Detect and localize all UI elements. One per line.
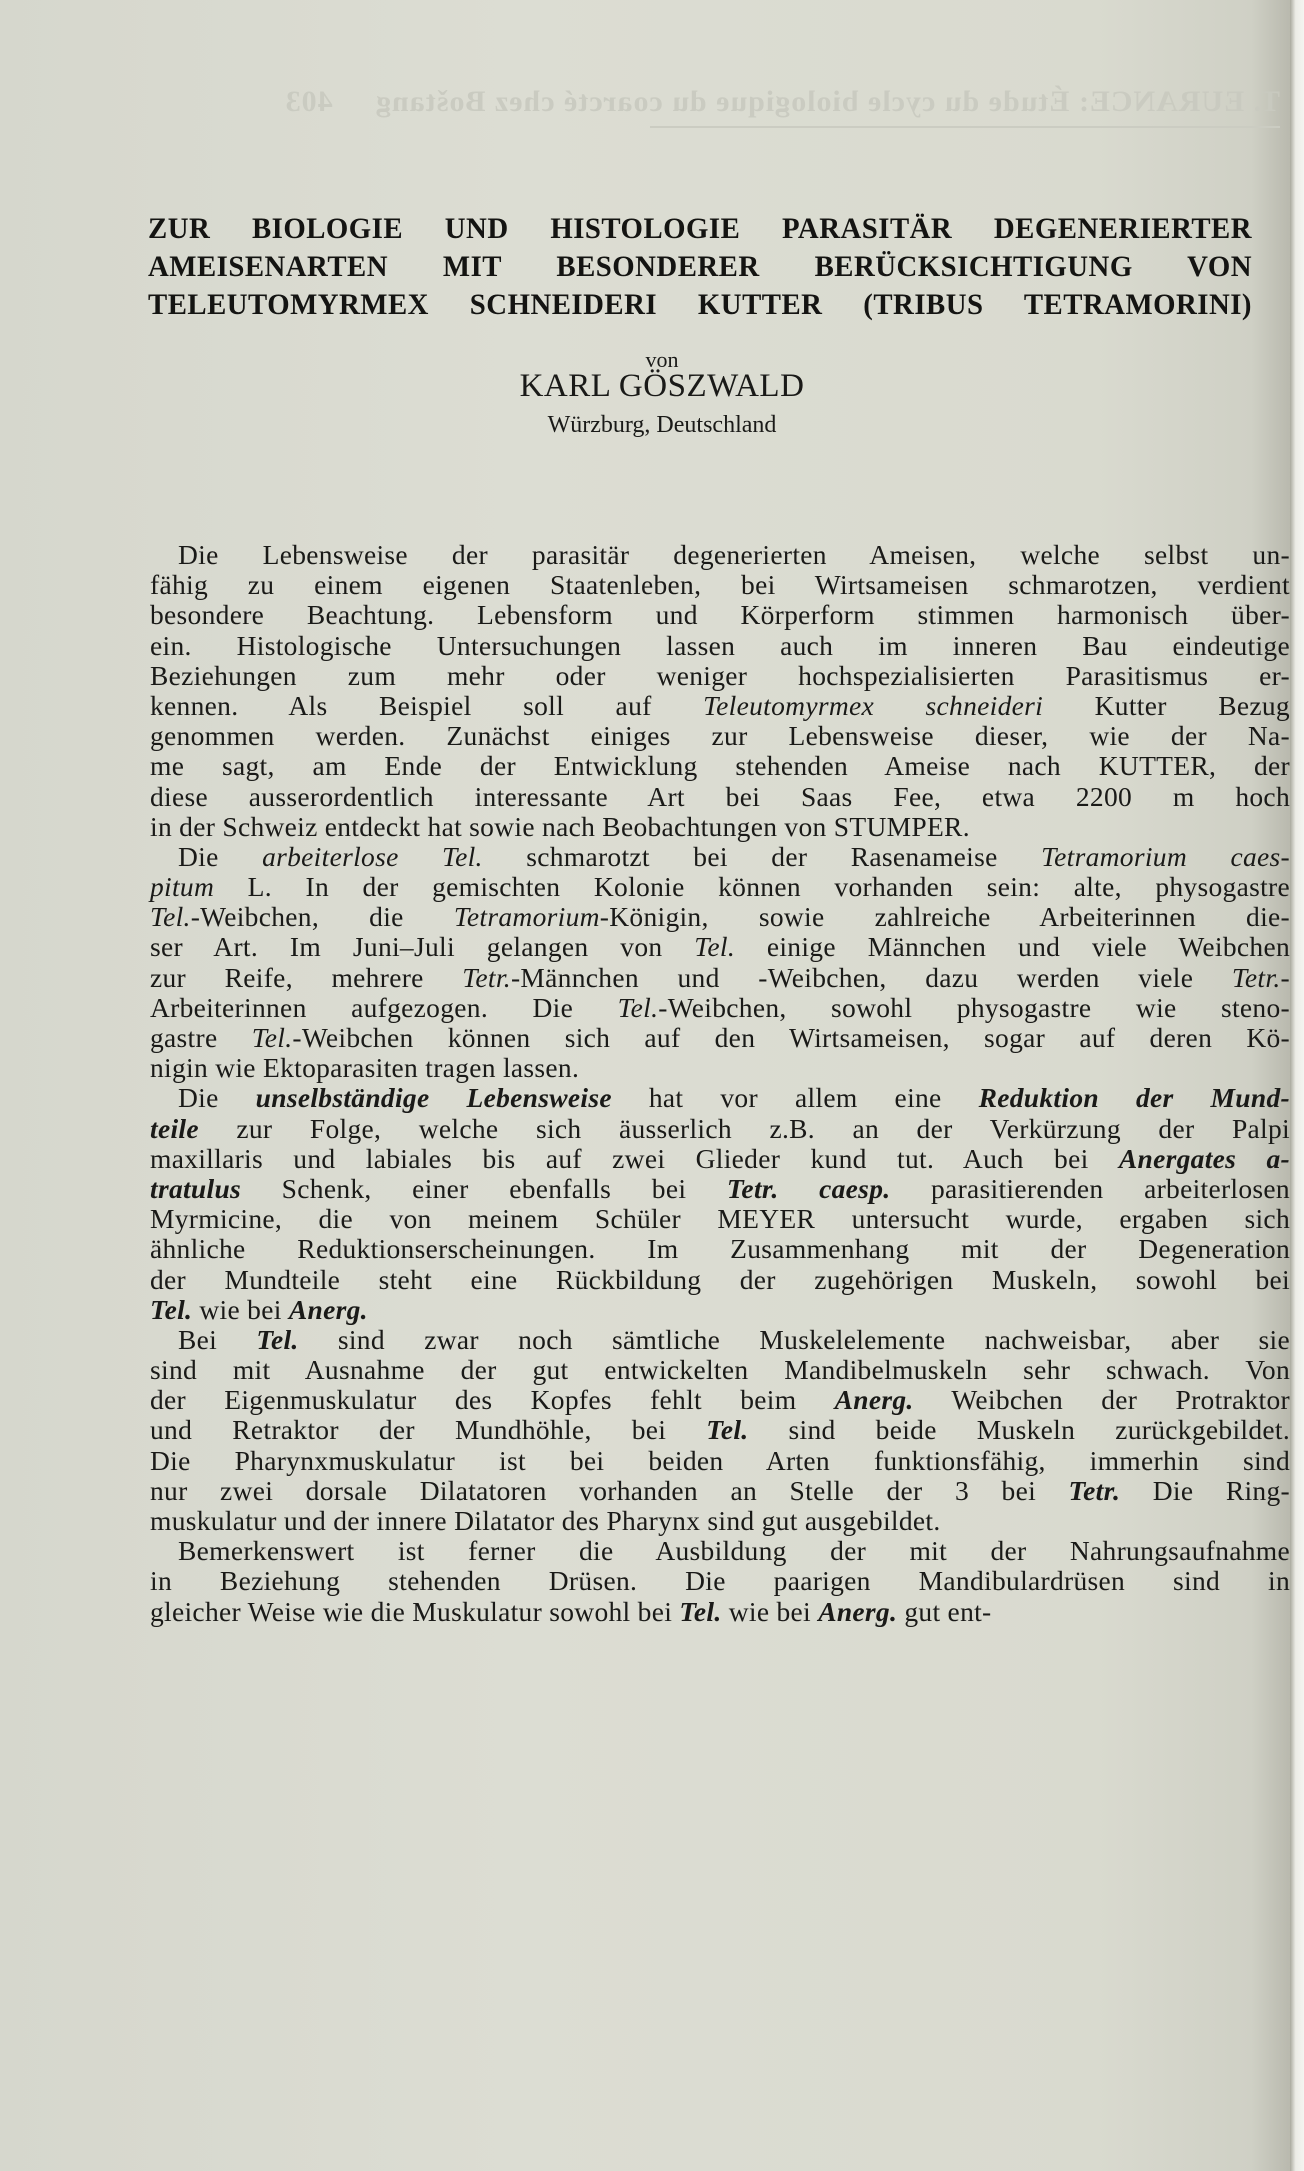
text-run: muskulatur und der innere Dilatator des Pharynx sind gut ausgebildet. xyxy=(150,1505,941,1536)
text-run: Bemerkenswert ist ferner die Ausbildung der mit der Nahrungsaufnahme xyxy=(178,1535,1290,1567)
text-run: ähnliche Reduktionserscheinungen. Im Zusammenhang mit der Degeneration xyxy=(150,1233,1290,1265)
paragraph xyxy=(150,1325,1290,1536)
text-run: schmarotzt bei der Rasenameise xyxy=(482,840,1042,872)
text-run: nur zwei dorsale Dilatatoren vorhanden an Stelle der 3 bei xyxy=(150,1474,1069,1506)
emphasized-text: Reduktion der Mund- xyxy=(978,1082,1291,1114)
emphasized-text: Tetr. caesp. xyxy=(726,1172,891,1204)
text-run: -Weibchen, sowohl physogastre wie steno- xyxy=(658,991,1290,1023)
text-run: Kutter Bezug xyxy=(1043,689,1290,721)
text-run: diese ausserordentlich interessante Art bei Saas Fee, etwa 2200 m hoch xyxy=(150,780,1290,812)
author-affiliation: Würzburg, Deutschland xyxy=(547,412,777,438)
text-run: - xyxy=(1280,961,1290,993)
paragraph xyxy=(150,1536,1290,1627)
text-run: Beziehungen zum mehr oder weniger hochspezialisierten Parasitismus er- xyxy=(150,659,1290,691)
text-run: Die Lebensweise der parasitär degenerierten Ameisen, welche selbst un- xyxy=(178,539,1290,570)
text-line xyxy=(150,993,1290,1023)
paragraph xyxy=(150,1083,1290,1325)
text-line xyxy=(150,1023,1290,1053)
byline-von: von xyxy=(645,347,679,372)
emphasized-text: Tetramorium xyxy=(453,901,600,933)
text-run: gastre xyxy=(150,1022,252,1053)
text-line xyxy=(150,963,1290,993)
text-line xyxy=(150,932,1290,962)
text-run: hat vor allem eine xyxy=(611,1082,979,1114)
text-run: der Mundteile steht eine Rückbildung der zugehörigen Muskeln, sowohl bei xyxy=(150,1263,1290,1295)
text-run: ser Art. Im Juni–Juli gelangen von xyxy=(150,931,695,963)
emphasized-text: arbeiterlose Tel. xyxy=(262,840,483,872)
emphasized-text: Anergates a- xyxy=(1118,1142,1290,1174)
text-line xyxy=(150,661,1290,691)
text-line xyxy=(150,1536,1290,1566)
text-line xyxy=(150,1053,1290,1083)
title-line: TELEUTOMYRMEX SCHNEIDERI KUTTER (TRIBUS TETRAMORINI) xyxy=(148,288,1252,321)
emphasized-text: Tetr. xyxy=(1068,1474,1121,1506)
paragraph xyxy=(150,540,1290,842)
text-line xyxy=(150,1114,1290,1144)
emphasized-text: pitum xyxy=(150,871,215,903)
emphasized-text: Tetr. xyxy=(1231,961,1281,993)
text-line xyxy=(150,1174,1290,1204)
text-line xyxy=(150,540,1290,570)
text-run: sind zwar noch sämtliche Muskelelemente nachweisbar, aber sie xyxy=(298,1323,1290,1355)
text-run: der Eigenmuskulatur des Kopfes fehlt beim xyxy=(150,1384,835,1416)
text-line xyxy=(150,1325,1290,1355)
emphasized-text: teile xyxy=(150,1112,199,1144)
emphasized-text: unselbständige Lebensweise xyxy=(255,1082,612,1114)
text-line xyxy=(150,751,1290,781)
text-run: besondere Beachtung. Lebensform und Körperform stimmen harmonisch über- xyxy=(150,599,1290,631)
text-run: zur Reife, mehrere xyxy=(150,961,463,993)
text-run: Bei xyxy=(178,1323,257,1355)
page-edge xyxy=(1290,0,1304,2171)
emphasized-text: Tel. xyxy=(617,991,659,1023)
emphasized-text: Anerg. xyxy=(288,1293,368,1325)
show-through-running-head xyxy=(284,85,1280,119)
text-run: sind beide Muskeln zurückgebildet. xyxy=(748,1414,1290,1446)
text-run: wie bei xyxy=(721,1595,819,1627)
text-line xyxy=(150,1415,1290,1445)
emphasized-text: Tel. xyxy=(150,1293,193,1325)
text-run: Myrmicine, die von meinem Schüler MEYER untersucht wurde, ergaben sich xyxy=(150,1203,1290,1235)
article-body xyxy=(150,540,1290,1627)
article-title xyxy=(148,210,1252,324)
text-run: gleicher Weise wie die Muskulatur sowohl bei xyxy=(150,1595,680,1627)
text-run: Arbeiterinnen aufgezogen. Die xyxy=(150,991,618,1023)
text-line xyxy=(150,1265,1290,1295)
text-run: Die xyxy=(178,1082,256,1114)
text-line xyxy=(150,1083,1290,1113)
text-run: wie bei xyxy=(192,1293,289,1325)
emphasized-text: Teleutomyrmex schneideri xyxy=(703,689,1044,721)
text-run: me sagt, am Ende der Entwicklung stehenden Ameise nach KUTTER, der xyxy=(150,750,1290,782)
emphasized-text: tratulus xyxy=(150,1172,242,1204)
title-line: ZUR BIOLOGIE UND HISTOLOGIE PARASITÄR DEGENERIERTER xyxy=(148,212,1252,245)
text-line xyxy=(150,1144,1290,1174)
emphasized-text: Tel. xyxy=(251,1022,293,1053)
text-line xyxy=(150,570,1290,600)
text-line xyxy=(150,600,1290,630)
text-run: maxillaris und labiales bis auf zwei Glieder kund tut. Auch bei xyxy=(150,1142,1119,1174)
text-run: ein. Histologische Untersuchungen lassen auch im inneren Bau eindeutige xyxy=(150,629,1290,661)
author-name: KARL GÖSZWALD xyxy=(519,368,805,404)
text-run: Die Pharynxmuskulatur ist bei beiden Arten funktionsfähig, immerhin sind xyxy=(150,1444,1290,1476)
emphasized-text: Tetr. xyxy=(462,961,511,993)
text-run: fähig zu einem eigenen Staatenleben, bei Wirtsameisen schmarotzen, verdient xyxy=(150,569,1290,601)
text-run: Die Ring- xyxy=(1120,1474,1290,1506)
text-run: nigin wie Ektoparasiten tragen lassen. xyxy=(150,1052,580,1084)
emphasized-text: Tel. xyxy=(256,1323,299,1355)
text-run: sind mit Ausnahme der gut entwickelten Mandibelmuskeln sehr schwach. Von xyxy=(150,1354,1290,1386)
text-run: -Weibchen können sich auf den Wirtsameisen, sogar auf deren Kö- xyxy=(292,1022,1290,1053)
emphasized-text: Tel. xyxy=(706,1414,749,1446)
text-line xyxy=(150,902,1290,932)
emphasized-text: Anerg. xyxy=(834,1384,914,1416)
text-line xyxy=(150,1506,1290,1536)
text-line xyxy=(150,1385,1290,1415)
text-run: genommen werden. Zunächst einiges zur Lebensweise dieser, wie der Na- xyxy=(150,720,1290,752)
text-line xyxy=(150,782,1290,812)
text-line xyxy=(150,812,1290,842)
text-run: kennen. Als Beispiel soll auf xyxy=(150,689,704,721)
text-line xyxy=(150,1476,1290,1506)
text-line xyxy=(150,1597,1290,1627)
text-line xyxy=(150,631,1290,661)
text-run: einige Männchen und viele Weibchen xyxy=(735,931,1290,963)
text-line xyxy=(150,1204,1290,1234)
text-line xyxy=(150,1295,1290,1325)
text-run: -Weibchen, die xyxy=(190,901,454,933)
paragraph xyxy=(150,842,1290,1084)
text-line xyxy=(150,1566,1290,1596)
emphasized-text: Tel. xyxy=(679,1595,722,1627)
text-run: Schenk, einer ebenfalls bei xyxy=(241,1172,727,1204)
text-run: parasitierenden arbeiterlosen xyxy=(890,1172,1290,1204)
text-run: in Beziehung stehenden Drüsen. Die paarigen Mandibulardrüsen sind in xyxy=(150,1565,1290,1597)
text-line xyxy=(150,842,1290,872)
text-run: zur Folge, welche sich äusserlich z.B. an der Verkürzung der Palpi xyxy=(198,1112,1290,1144)
text-run: gut ent- xyxy=(897,1595,992,1627)
text-line xyxy=(150,1446,1290,1476)
show-through-rule xyxy=(650,126,1280,128)
emphasized-text: Tel. xyxy=(150,901,191,933)
show-through-head-text: T. EURANCE: Étude du cycle biologique du coarcté chez Boštang xyxy=(375,85,1280,118)
text-line xyxy=(150,691,1290,721)
text-run: Die xyxy=(178,840,263,872)
text-run: -Männchen und -Weibchen, dazu werden viele xyxy=(510,961,1232,993)
text-line xyxy=(150,721,1290,751)
text-line xyxy=(150,1355,1290,1385)
text-run: in der Schweiz entdeckt hat sowie nach Beobachtungen von STUMPER. xyxy=(150,810,970,842)
text-run: -Königin, sowie zahlreiche Arbeiterinnen die- xyxy=(599,901,1291,933)
text-line xyxy=(150,1234,1290,1264)
text-line xyxy=(150,872,1290,902)
title-line: AMEISENARTEN MIT BESONDERER BERÜCKSICHTIGUNG VON xyxy=(148,250,1252,283)
emphasized-text: Tetramorium caes- xyxy=(1041,840,1290,872)
text-run: Weibchen der Protraktor xyxy=(913,1384,1290,1416)
text-run: und Retraktor der Mundhöhle, bei xyxy=(150,1414,707,1446)
emphasized-text: Anerg. xyxy=(818,1595,898,1627)
emphasized-text: Tel. xyxy=(694,931,735,963)
show-through-page-number: 403 xyxy=(284,85,333,118)
text-run: L. In der gemischten Kolonie können vorhanden sein: alte, physogastre xyxy=(214,871,1290,903)
